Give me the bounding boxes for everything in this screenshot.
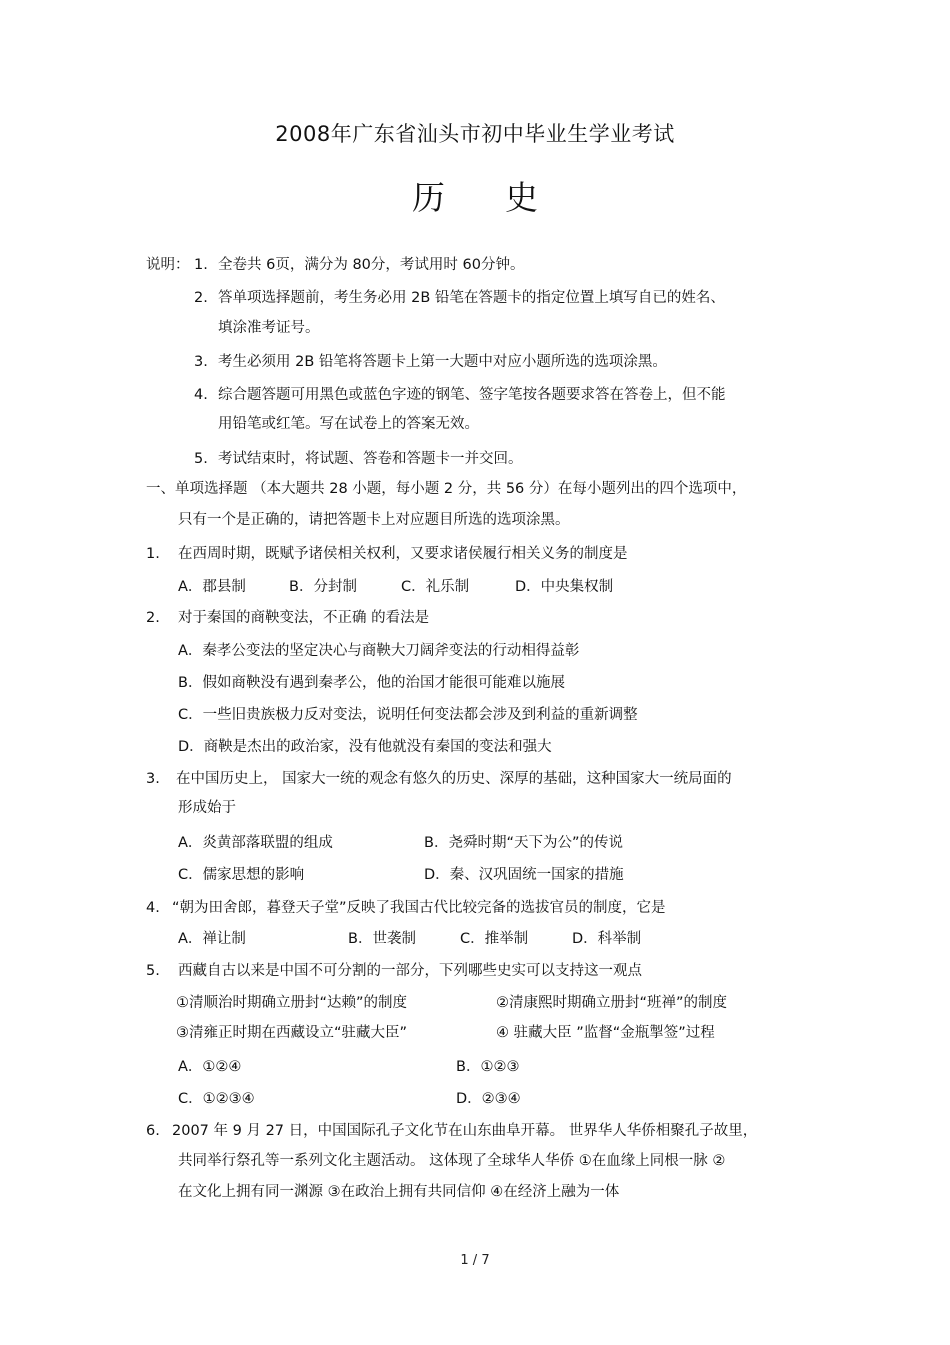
question-number: 3. (146, 771, 160, 787)
option: C．礼乐制 (401, 579, 470, 595)
option: A．炎黄部落联盟的组成 (178, 835, 333, 851)
instruction-text: 答单项选择题前，考生务必用 2B 铅笔在答题卡的指定位置上填写自已的姓名、 (218, 290, 725, 306)
option: D．中央集权制 (515, 579, 614, 595)
question-stem: 在西周时期，既赋予诸侯相关权利，又要求诸侯履行相关义务的制度是 (178, 546, 628, 562)
exam-title: 2008年广东省汕头市初中毕业生学业考试 (275, 122, 675, 146)
option: D．商鞅是杰出的政治家，没有他就没有秦国的变法和强大 (178, 739, 552, 755)
page-number: 1 / 7 (460, 1253, 490, 1268)
option: D．②③④ (456, 1091, 521, 1107)
instruction-text: 全卷共 6页，满分为 80分，考试用时 60分钟。 (218, 257, 525, 273)
instructions-label: 说明： (146, 257, 190, 273)
option: C．推举制 (460, 931, 529, 947)
question-stem: 共同举行祭孔等一系列文化主题活动。 这体现了全球华人华侨 ①在血缘上同根一脉 ② (178, 1153, 726, 1169)
instruction-text: 填涂准考证号。 (218, 320, 320, 336)
fact-item: ②清康熙时期确立册封“班禅”的制度 (496, 995, 728, 1011)
instruction-text: 用铅笔或红笔。写在试卷上的答案无效。 (218, 416, 479, 432)
question-stem: 在中国历史上， 国家大一统的观念有悠久的历史、深厚的基础，这种国家大一统局面的 (176, 771, 732, 787)
fact-item: ④ 驻藏大臣 ”监督“金瓶掣签”过程 (496, 1025, 715, 1041)
fact-item: ③清雍正时期在西藏设立“驻藏大臣” (176, 1025, 408, 1041)
section-heading-cont: 只有一个是正确的，请把答题卡上对应题目所选的选项涂黑。 (178, 512, 570, 528)
option: B．尧舜时期“天下为公”的传说 (424, 835, 623, 851)
option: A．①②④ (178, 1059, 242, 1075)
instruction-text: 考试结束时，将试题、答卷和答题卡一并交回。 (218, 451, 523, 467)
question-number: 5. (146, 963, 160, 979)
instruction-no: 1. (194, 257, 208, 273)
option: B．①②③ (456, 1059, 520, 1075)
question-number: 4. (146, 900, 160, 916)
question-number: 1. (146, 546, 160, 562)
question-stem: 西藏自古以来是中国不可分割的一部分，下列哪些史实可以支持这一观点 (178, 963, 642, 979)
option: B．世袭制 (348, 931, 416, 947)
instruction-no: 2. (194, 290, 208, 306)
question-stem: 形成始于 (178, 800, 236, 816)
instruction-no: 5. (194, 451, 208, 467)
question-stem: “朝为田舍郎，暮登天子堂”反映了我国古代比较完备的选拔官员的制度，它是 (172, 900, 666, 916)
option: D．秦、汉巩固统一国家的措施 (424, 867, 624, 883)
section-heading: 一、单项选择题 （本大题共 28 小题，每小题 2 分，共 56 分）在每小题列出的四个选项中， (146, 481, 747, 497)
option: C．①②③④ (178, 1091, 255, 1107)
option: A．禅让制 (178, 931, 246, 947)
option: B．假如商鞅没有遇到秦孝公，他的治国才能很可能难以施展 (178, 675, 565, 691)
question-stem: 2007 年 9 月 27 日，中国国际孔子文化节在山东曲阜开幕。 世界华人华侨相聚孔子故里， (172, 1123, 758, 1139)
fact-item: ①清顺治时期确立册封“达赖”的制度 (176, 995, 408, 1011)
option: B．分封制 (289, 579, 357, 595)
instruction-no: 3. (194, 354, 208, 370)
instruction-text: 考生必须用 2B 铅笔将答题卡上第一大题中对应小题所选的选项涂黑。 (218, 354, 667, 370)
question-number: 2. (146, 610, 160, 626)
subject-title (0, 172, 950, 219)
instruction-text: 综合题答题可用黑色或蓝色字迹的钢笔、签字笔按各题要求答在答卷上，但不能 (218, 387, 726, 403)
question-stem: 对于秦国的商鞅变法，不正确 的看法是 (178, 610, 430, 626)
subject-char-1: 历 (412, 178, 445, 217)
option: D．科举制 (572, 931, 642, 947)
instruction-no: 4. (194, 387, 208, 403)
option: C．儒家思想的影响 (178, 867, 305, 883)
option: A．郡县制 (178, 579, 246, 595)
question-number: 6. (146, 1123, 160, 1139)
question-stem: 在文化上拥有同一渊源 ③在政治上拥有共同信仰 ④在经济上融为一体 (178, 1184, 620, 1200)
subject-char-2: 史 (505, 178, 538, 217)
option: A．秦孝公变法的坚定决心与商鞅大刀阔斧变法的行动相得益彰 (178, 643, 580, 659)
option: C．一些旧贵族极力反对变法，说明任何变法都会涉及到利益的重新调整 (178, 707, 638, 723)
